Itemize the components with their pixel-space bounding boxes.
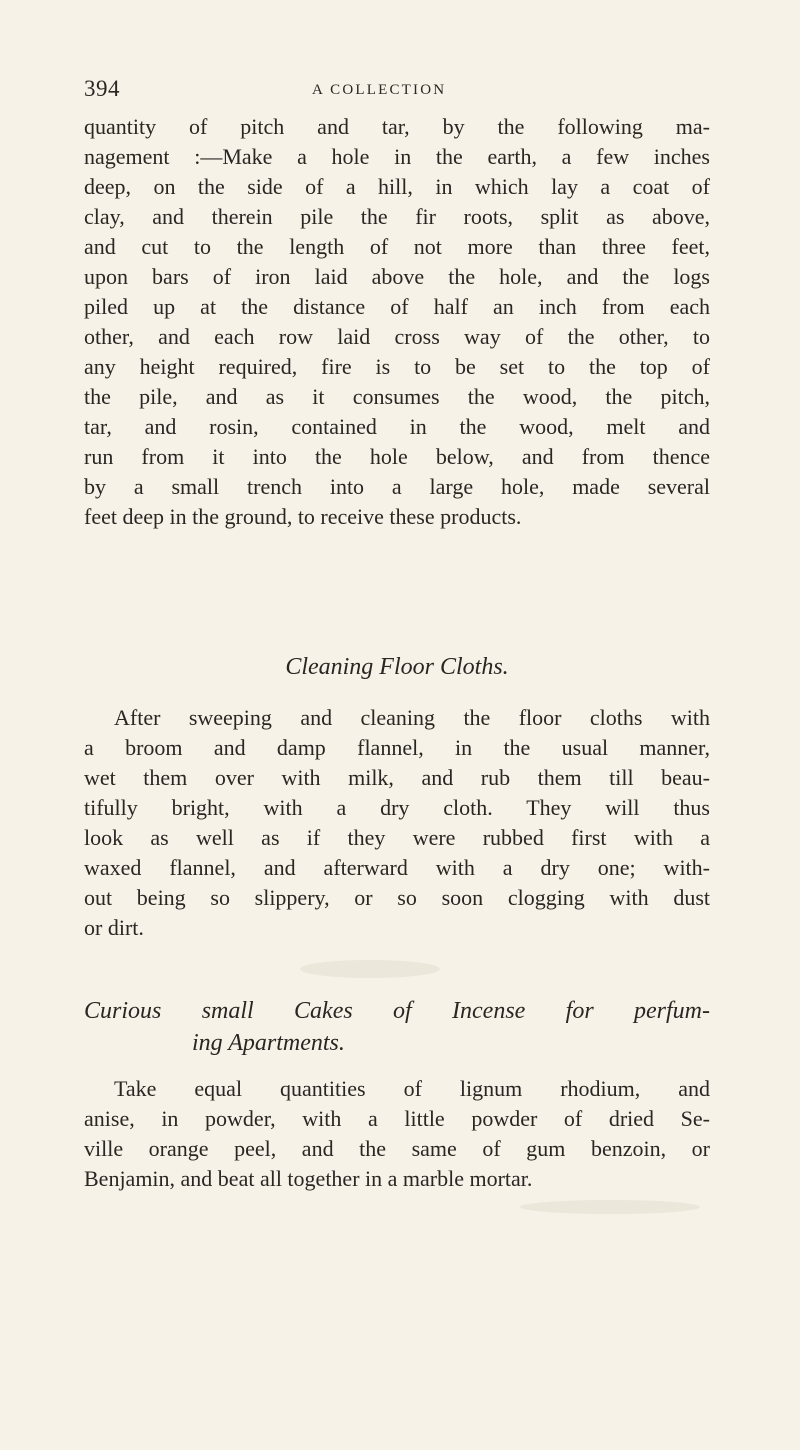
heading-line: ing Apartments. (192, 1030, 345, 1056)
text-line: piled up at the distance of half an inch from each (84, 294, 710, 319)
section-heading-cleaning-floor-cloths (84, 651, 710, 683)
text-line: wet them over with milk, and rub them till beau- (84, 765, 710, 790)
text-line: Take equal quantities of lignum rhodium, and (114, 1076, 710, 1101)
paragraph-pitch-and-tar (84, 112, 710, 532)
running-head (84, 76, 704, 110)
text-line: other, and each row laid cross way of the other, to (84, 324, 710, 349)
text-line: clay, and therein pile the fir roots, split as above, (84, 204, 710, 229)
text-line: or dirt. (84, 915, 144, 940)
text-line: any height required, fire is to be set to the top of (84, 354, 710, 379)
text-line: the pile, and as it consumes the wood, the pitch, (84, 384, 710, 409)
text-line: Benjamin, and beat all together in a marble mortar. (84, 1166, 533, 1191)
page-number: 394 (84, 76, 120, 101)
running-title: A COLLECTION (312, 82, 447, 98)
text-line: nagement :—Make a hole in the earth, a few inches (84, 144, 710, 169)
text-line: tifully bright, with a dry cloth. They will thus (84, 795, 710, 820)
text-line: ville orange peel, and the same of gum benzoin, or (84, 1136, 710, 1161)
paragraph-cleaning-floor-cloths (84, 703, 710, 943)
heading-line: Cleaning Floor Cloths. (285, 654, 509, 680)
section-heading-incense-cakes (84, 995, 710, 1059)
text-line: by a small trench into a large hole, made several (84, 474, 710, 499)
text-line: look as well as if they were rubbed first with a (84, 825, 710, 850)
text-line: and cut to the length of not more than three feet, (84, 234, 710, 259)
paper-stain (300, 960, 440, 978)
paragraph-incense-cakes (84, 1074, 710, 1194)
text-line: quantity of pitch and tar, by the following ma- (84, 114, 710, 139)
text-line: deep, on the side of a hill, in which lay a coat of (84, 174, 710, 199)
heading-line: Curious small Cakes of Incense for perfum- (84, 998, 710, 1024)
text-line: feet deep in the ground, to receive these products. (84, 504, 522, 529)
text-line: waxed flannel, and afterward with a dry one; with- (84, 855, 710, 880)
text-line: tar, and rosin, contained in the wood, melt and (84, 414, 710, 439)
paper-stain (520, 1200, 700, 1214)
text-line: out being so slippery, or so soon clogging with dust (84, 885, 710, 910)
text-line: a broom and damp flannel, in the usual manner, (84, 735, 710, 760)
text-line: After sweeping and cleaning the floor cloths with (114, 705, 710, 730)
text-line: anise, in powder, with a little powder of dried Se- (84, 1106, 710, 1131)
text-line: upon bars of iron laid above the hole, and the logs (84, 264, 710, 289)
text-line: run from it into the hole below, and from thence (84, 444, 710, 469)
